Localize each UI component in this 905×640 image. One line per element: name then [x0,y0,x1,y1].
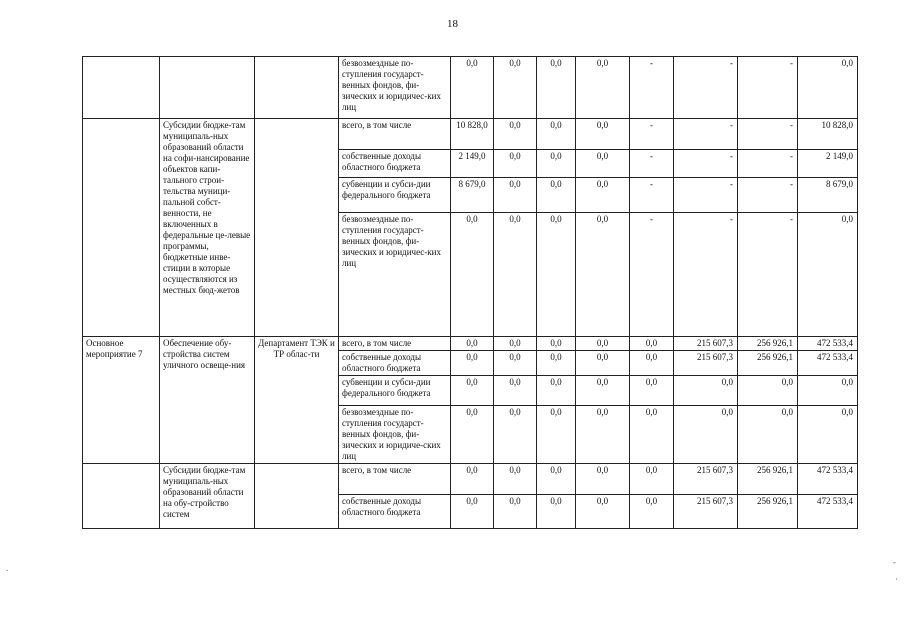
value-cell: 0,0 [798,376,858,406]
value-cell: 0,0 [630,464,674,495]
value-cell: 0,0 [630,376,674,406]
value-cell: 0,0 [494,351,537,376]
value-cell: 0,0 [494,57,537,119]
value-cell: 0,0 [537,150,576,178]
value-cell: 0,0 [738,406,798,464]
value-cell: 0,0 [798,406,858,464]
value-cell: 0,0 [537,376,576,406]
value-cell: 0,0 [494,119,537,150]
value-cell: 0,0 [451,495,494,529]
value-cell: 215 607,3 [674,464,738,495]
value-cell: 472 533,4 [798,337,858,351]
value-cell: - [674,57,738,119]
value-cell: 0,0 [451,351,494,376]
value-cell: 215 607,3 [674,351,738,376]
value-cell: 215 607,3 [674,337,738,351]
value-cell: 0,0 [674,376,738,406]
value-cell: - [674,150,738,178]
value-cell: 0,0 [494,376,537,406]
value-cell: 0,0 [451,337,494,351]
executor-cell [255,119,339,337]
value-cell: 472 533,4 [798,464,858,495]
scan-mark: . [6,563,9,573]
value-cell: - [738,150,798,178]
executor-cell: Департамент ТЭК и ТР облас-ти [255,337,339,464]
funding-source-cell: всего, в том числе [339,337,451,351]
table-row [83,464,858,495]
description-cell [160,57,255,119]
funding-source-cell: субвенции и субси-дии федерального бюджета [339,376,451,406]
value-cell: 256 926,1 [738,337,798,351]
funding-source-cell: всего, в том числе [339,119,451,150]
value-cell: 0,0 [494,495,537,529]
value-cell: 0,0 [630,406,674,464]
value-cell: 8 679,0 [451,178,494,213]
value-cell: 0,0 [537,351,576,376]
value-cell: 0,0 [537,337,576,351]
value-cell: 0,0 [576,337,630,351]
value-cell: 0,0 [576,464,630,495]
value-cell: 0,0 [494,213,537,337]
value-cell: - [738,213,798,337]
value-cell: 0,0 [537,213,576,337]
executor-cell [255,57,339,119]
value-cell: 472 533,4 [798,495,858,529]
value-cell: 2 149,0 [451,150,494,178]
measure-cell [83,57,160,119]
value-cell: 0,0 [537,119,576,150]
value-cell: 0,0 [630,495,674,529]
scan-mark: - [893,557,896,567]
value-cell: 0,0 [576,178,630,213]
value-cell: 256 926,1 [738,351,798,376]
value-cell: - [630,178,674,213]
value-cell: 10 828,0 [798,119,858,150]
funding-source-cell: субвенции и субси-дии федерального бюджета [339,178,451,213]
value-cell: 256 926,1 [738,495,798,529]
value-cell: - [630,119,674,150]
value-cell: - [738,119,798,150]
value-cell: 0,0 [494,406,537,464]
funding-source-cell: безвозмездные по-ступления государст-венных фондов, фи-зических и юридиче-ских лиц [339,406,451,464]
value-cell: 0,0 [630,337,674,351]
value-cell: 0,0 [738,376,798,406]
value-cell: 0,0 [494,464,537,495]
funding-source-cell: безвозмездные по-ступления государст-венных фондов, фи-зических и юридичес-ких лиц [339,57,451,119]
budget-table [82,56,858,529]
value-cell: 0,0 [576,495,630,529]
value-cell: 0,0 [451,406,494,464]
value-cell: 0,0 [537,406,576,464]
page-number: 18 [447,18,458,30]
value-cell: 0,0 [494,150,537,178]
value-cell: 0,0 [576,213,630,337]
value-cell: - [738,178,798,213]
value-cell: 8 679,0 [798,178,858,213]
value-cell: 0,0 [537,178,576,213]
funding-source-cell: всего, в том числе [339,464,451,495]
value-cell: 2 149,0 [798,150,858,178]
value-cell: - [674,178,738,213]
funding-source-cell: собственные доходы областного бюджета [339,351,451,376]
value-cell: - [674,213,738,337]
table-row [83,119,858,150]
value-cell: 0,0 [494,337,537,351]
table-row [83,57,858,119]
scan-mark: · [895,574,898,584]
value-cell: 0,0 [576,406,630,464]
funding-source-cell: безвозмездные по-ступления государст-венных фондов, фи-зических и юридичес-ких лиц [339,213,451,337]
value-cell: 0,0 [537,464,576,495]
value-cell: - [674,119,738,150]
value-cell: 0,0 [798,57,858,119]
value-cell: - [630,150,674,178]
value-cell: 0,0 [451,57,494,119]
value-cell: 0,0 [576,376,630,406]
value-cell: 215 607,3 [674,495,738,529]
value-cell: - [630,213,674,337]
funding-source-cell: собственные доходы областного бюджета [339,495,451,529]
value-cell: - [738,57,798,119]
value-cell: 0,0 [494,178,537,213]
value-cell: 0,0 [798,213,858,337]
value-cell: 0,0 [537,495,576,529]
value-cell: 0,0 [451,213,494,337]
value-cell: 0,0 [576,351,630,376]
value-cell: 10 828,0 [451,119,494,150]
value-cell: 0,0 [576,150,630,178]
measure-cell [83,464,160,529]
description-cell: Обеспечение обу-стройства систем уличного освеще-ния [160,337,255,464]
table-row [83,337,858,351]
value-cell: 472 533,4 [798,351,858,376]
funding-source-cell: собственные доходы областного бюджета [339,150,451,178]
description-cell: Субсидии бюдже-там муниципаль-ных образований области на обу-стройство систем [160,464,255,529]
value-cell: 0,0 [674,406,738,464]
executor-cell [255,464,339,529]
description-cell: Субсидии бюдже-там муниципаль-ных образований области на софи-нансирование объектов капи-тального строи-тельства муници-пальной собст-венности, не включенных в федеральные це-левые программы, бюджетные инве-стиции в которые осуществляются из местных бюд-жетов [160,119,255,337]
value-cell: 0,0 [451,376,494,406]
value-cell: 0,0 [576,119,630,150]
value-cell: 0,0 [630,351,674,376]
measure-cell [83,119,160,337]
table-body [83,57,858,529]
value-cell: 0,0 [576,57,630,119]
value-cell: - [630,57,674,119]
measure-cell: Основное мероприятие 7 [83,337,160,464]
value-cell: 256 926,1 [738,464,798,495]
value-cell: 0,0 [537,57,576,119]
value-cell: 0,0 [451,464,494,495]
